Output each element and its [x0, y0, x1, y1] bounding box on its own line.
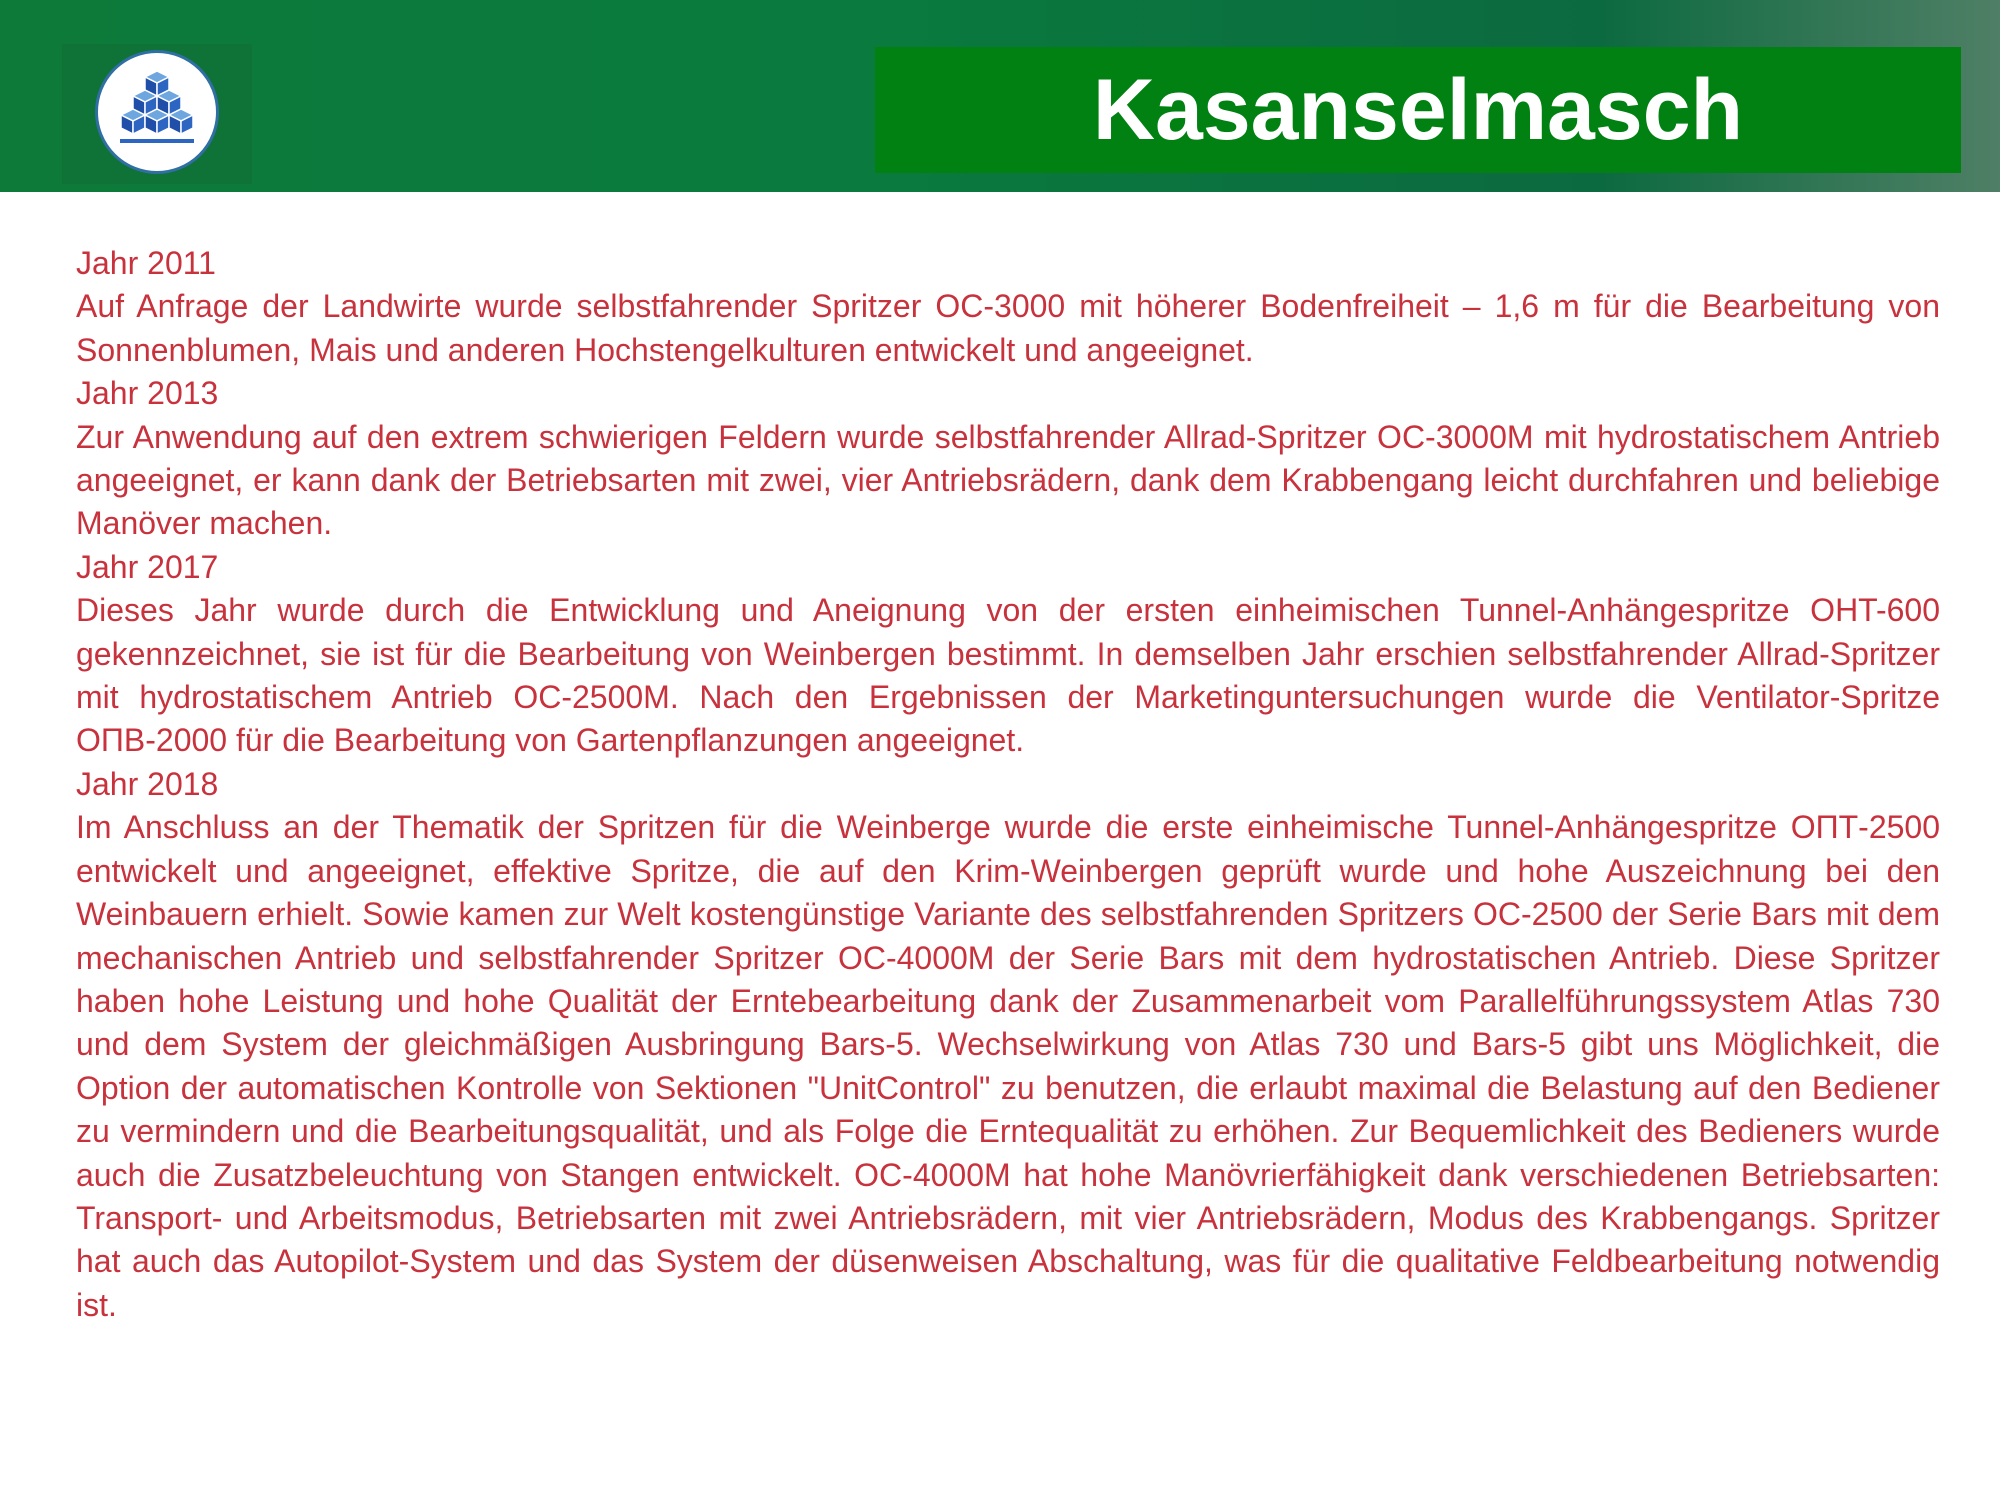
history-content [76, 242, 1940, 1327]
header-bar [0, 0, 2000, 192]
paragraph-2011: Auf Anfrage der Landwirte wurde selbstfahrender Spritzer OC-3000 mit höherer Bodenfreiheit – 1,6 m für die Bearbeitung von Sonnenblumen, Mais und anderen Hochstengelkulturen entwickelt und angeeignet. [76, 288, 1940, 368]
year-heading-2013: Jahr 2013 [76, 375, 219, 412]
paragraph-2017: Dieses Jahr wurde durch die Entwicklung und Aneignung von der ersten einheimischen Tunnel-Anhängespritze OHT-600 gekennzeichnet, sie ist für die Bearbeitung von Weinbergen bestimmt. In demselben Jahr erschien selbstfahrender Allrad-Spritzer mit hydrostatischem Antrieb OC-2500M. Nach den Ergebnissen der Marketinguntersuchungen wurde die Ventilator-Spritze ОПВ-2000 für die Bearbeitung von Gartenpflanzungen angeeignet. [76, 592, 1940, 759]
year-heading-2018: Jahr 2018 [76, 765, 219, 802]
paragraph-2018: Im Anschluss an der Thematik der Spritzen für die Weinberge wurde die erste einheimische Tunnel-Anhängespritze ОПТ-2500 entwickelt und angeeignet, effektive Spritze, die auf den Krim-Weinbergen geprüft wurde und hohe Auszeichnung bei den Weinbauern erhielt. Sowie kamen zur Welt kostengünstige Variante des selbstfahrenden Spritzers OC-2500 der Serie Bars mit dem mechanischen Antrieb und selbstfahrender Spritzer OC-4000M der Serie Bars mit dem hydrostatischen Antrieb. Diese Spritzer haben hohe Leistung und hohe Qualität der Erntebearbeitung dank der Zusammenarbeit vom Parallelführungssystem Atlas 730 und dem System der gleichmäßigen Ausbringung Bars-5. Wechselwirkung von Atlas 730 und Bars-5 gibt uns Möglichkeit, die Option der automatischen Kontrolle von Sektionen "UnitControl" zu benutzen, die erlaubt maximal die Belastung auf den Bediener zu vermindern und die Bearbeitungsqualität, und als Folge die Erntequalität zu erhöhen. Zur Bequemlichkeit des Bedieners wurde auch die Zusatzbeleuchtung von Stangen entwickelt. OC-4000M hat hohe Manövrierfähigkeit dank verschiedenen Betriebsarten: Transport- und Arbeitsmodus, Betriebsarten mit zwei Antriebsrädern, mit vier Antriebsrädern, Modus des Krabbengangs. Spritzer hat auch das Autopilot-System und das System der düsenweisen Abschaltung, was für die qualitative Feldbearbeitung notwendig ist. [76, 809, 1940, 1323]
year-heading-2017: Jahr 2017 [76, 548, 219, 585]
cubes-logo-graphic [98, 53, 216, 171]
paragraph-2013: Zur Anwendung auf den extrem schwierigen Feldern wurde selbstfahrender Allrad-Spritzer OC-3000M mit hydrostatischem Antrieb angeeignet, er kann dank der Betriebsarten mit zwei, vier Antriebsrädern, dank dem Krabbengang leicht durchfahren und beliebige Manöver machen. [76, 418, 1940, 542]
year-heading-2011: Jahr 2011 [76, 245, 216, 281]
title-banner [875, 47, 1961, 173]
cubes-logo-icon [95, 50, 219, 174]
page-title: Kasanselmasch [1092, 62, 1744, 158]
